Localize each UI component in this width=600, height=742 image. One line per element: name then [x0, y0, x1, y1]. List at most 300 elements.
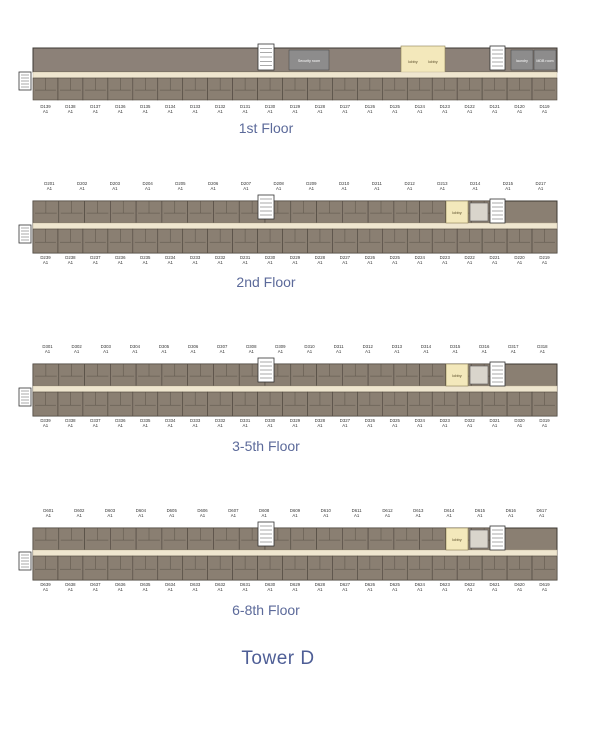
unit-code-label: D236	[115, 255, 126, 260]
lobby-label: lobby	[452, 373, 462, 378]
unit-type-label: A1	[467, 423, 473, 428]
unit-code-label: D226	[364, 255, 375, 260]
staircase	[19, 72, 31, 90]
corridor	[33, 550, 557, 556]
unit-code-label: D613	[413, 508, 424, 513]
unit-code-label: D234	[165, 255, 176, 260]
unit-code-label: D327	[339, 418, 351, 423]
unit-type-label: A1	[142, 109, 148, 114]
lobby-label: lobby	[452, 537, 462, 542]
unit-type-label: A1	[392, 260, 398, 265]
unit-type-label: A1	[217, 423, 223, 428]
unit-code-label: D630	[264, 582, 276, 587]
unit-type-label: A1	[292, 587, 298, 592]
unit-type-label: A1	[74, 349, 80, 354]
unit-code-label: D322	[464, 418, 475, 423]
unit-type-label: A1	[442, 587, 448, 592]
unit-type-label: A1	[267, 260, 273, 265]
unit-type-label: A1	[336, 349, 342, 354]
unit-type-label: A1	[167, 587, 173, 592]
unit-code-label: D126	[364, 104, 375, 109]
unit-code-label: D220	[514, 255, 525, 260]
unit-code-label: D125	[389, 104, 400, 109]
unit-type-label: A1	[230, 513, 236, 518]
staircase	[490, 526, 505, 550]
mdb-label: MDB room	[536, 59, 554, 63]
unit-type-label: A1	[508, 513, 514, 518]
unit-code-label: D312	[362, 344, 373, 349]
unit-type-label: A1	[367, 109, 373, 114]
unit-type-label: A1	[132, 349, 138, 354]
unit-type-label: A1	[292, 423, 298, 428]
unit-type-label: A1	[267, 587, 273, 592]
unit-type-label: A1	[452, 349, 458, 354]
floor-label-4: 6-8th Floor	[232, 602, 300, 618]
unit-code-label: D138	[65, 104, 76, 109]
floor-panel-4	[0, 482, 600, 627]
unit-type-label: A1	[541, 587, 548, 592]
unit-code-label: D202	[76, 181, 88, 186]
unit-type-label: A1	[103, 349, 109, 354]
unit-code-label: D606	[197, 508, 208, 513]
unit-code-label: D316	[479, 344, 490, 349]
unit-code-label: D124	[414, 104, 425, 109]
unit-type-label: A1	[67, 423, 74, 428]
unit-type-label: A1	[392, 109, 398, 114]
unit-type-label: A1	[392, 587, 398, 592]
unit-type-label: A1	[219, 349, 225, 354]
unit-type-label: A1	[161, 349, 167, 354]
unit-code-label: D233	[190, 255, 201, 260]
unit-type-label: A1	[192, 260, 198, 265]
unit-type-label: A1	[491, 423, 498, 428]
unit-type-label: A1	[192, 587, 198, 592]
unit-code-label: D617	[536, 508, 547, 513]
unit-code-label: D623	[439, 582, 450, 587]
unit-type-label: A1	[541, 260, 548, 265]
lobby-label: lobby	[408, 59, 418, 64]
unit-type-label: A1	[442, 260, 448, 265]
unit-code-label: D329	[289, 418, 301, 423]
unit-code-label: D616	[505, 508, 516, 513]
lobby-label: lobby	[452, 210, 462, 215]
unit-type-label: A1	[541, 423, 548, 428]
unit-type-label: A1	[392, 423, 398, 428]
unit-type-label: A1	[323, 513, 329, 518]
laundry-label: laundry	[516, 59, 528, 63]
unit-code-label: D130	[264, 104, 276, 109]
unit-code-label: D123	[439, 104, 450, 109]
unit-code-label: D321	[489, 418, 500, 423]
floor-panel-2	[0, 155, 600, 300]
unit-code-label: D328	[314, 418, 326, 423]
unit-code-label: D336	[115, 418, 126, 423]
unit-code-label: D334	[165, 418, 176, 423]
unit-code-label: D206	[207, 181, 219, 186]
unit-type-label: A1	[384, 513, 391, 518]
unit-row	[33, 556, 557, 580]
unit-code-label: D121	[489, 104, 500, 109]
unit-type-label: A1	[439, 186, 446, 191]
unit-code-label: D622	[464, 582, 475, 587]
unit-type-label: A1	[467, 109, 473, 114]
unit-code-label: D604	[135, 508, 147, 513]
unit-code-label: D305	[158, 344, 170, 349]
unit-type-label: A1	[516, 587, 523, 592]
unit-code-label: D601	[43, 508, 54, 513]
corridor	[33, 386, 557, 392]
unit-code-label: D203	[109, 181, 121, 186]
unit-code-label: D333	[190, 418, 201, 423]
unit-type-label: A1	[167, 260, 173, 265]
unit-type-label: A1	[167, 423, 173, 428]
unit-code-label: D230	[264, 255, 276, 260]
unit-type-label: A1	[292, 513, 298, 518]
lift-block	[470, 203, 488, 221]
unit-code-label: D221	[489, 255, 500, 260]
unit-code-label: D303	[100, 344, 111, 349]
unit-type-label: A1	[467, 260, 473, 265]
unit-code-label: D219	[539, 255, 550, 260]
unit-type-label: A1	[79, 186, 85, 191]
unit-code-label: D637	[90, 582, 101, 587]
unit-code-label: D621	[489, 582, 500, 587]
unit-type-label: A1	[365, 349, 371, 354]
unit-row	[33, 392, 557, 416]
unit-type-label: A1	[42, 109, 49, 114]
unit-type-label: A1	[491, 109, 498, 114]
staircase	[258, 195, 274, 219]
unit-type-label: A1	[117, 109, 123, 114]
unit-code-label: D131	[239, 104, 251, 109]
unit-code-label: D332	[215, 418, 226, 423]
unit-code-label: D320	[514, 418, 525, 423]
unit-type-label: A1	[505, 186, 511, 191]
unit-type-label: A1	[277, 349, 284, 354]
unit-code-label: D619	[539, 582, 550, 587]
unit-type-label: A1	[243, 186, 249, 191]
unit-type-label: A1	[374, 186, 380, 191]
unit-type-label: A1	[491, 587, 498, 592]
unit-type-label: A1	[481, 349, 487, 354]
floor-panel-1	[0, 0, 600, 145]
staircase	[19, 388, 31, 406]
unit-code-label: D632	[215, 582, 226, 587]
unit-code-label: D119	[539, 104, 550, 109]
unit-type-label: A1	[541, 109, 548, 114]
unit-code-label: D309	[275, 344, 286, 349]
unit-type-label: A1	[538, 513, 545, 518]
floor-label-2: 2nd Floor	[236, 274, 296, 290]
unit-code-label: D628	[314, 582, 326, 587]
unit-code-label: D636	[115, 582, 126, 587]
staircase	[490, 199, 505, 223]
unit-code-label: D319	[539, 418, 550, 423]
unit-type-label: A1	[342, 587, 348, 592]
unit-code-label: D127	[339, 104, 351, 109]
unit-code-label: D639	[40, 582, 51, 587]
unit-type-label: A1	[341, 186, 347, 191]
lift-block	[470, 530, 488, 548]
unit-type-label: A1	[42, 587, 49, 592]
floor-panel-3	[0, 318, 600, 463]
unit-code-label: D620	[514, 582, 525, 587]
unit-type-label: A1	[177, 186, 184, 191]
unit-type-label: A1	[292, 109, 298, 114]
unit-code-label: D608	[259, 508, 270, 513]
unit-type-label: A1	[242, 260, 248, 265]
unit-type-label: A1	[210, 186, 216, 191]
unit-type-label: A1	[167, 109, 173, 114]
unit-code-label: D209	[306, 181, 317, 186]
unit-code-label: D128	[314, 104, 326, 109]
unit-type-label: A1	[417, 423, 423, 428]
unit-type-label: A1	[423, 349, 429, 354]
unit-type-label: A1	[472, 186, 478, 191]
unit-type-label: A1	[317, 109, 323, 114]
unit-code-label: D211	[371, 181, 382, 186]
unit-code-label: D301	[42, 344, 53, 349]
staircase	[490, 46, 505, 70]
unit-code-label: D317	[508, 344, 519, 349]
tower-title: Tower D	[241, 648, 315, 669]
unit-type-label: A1	[199, 513, 206, 518]
unit-code-label: D633	[190, 582, 201, 587]
unit-type-label: A1	[138, 513, 144, 518]
unit-code-label: D235	[140, 255, 151, 260]
unit-code-label: D609	[289, 508, 301, 513]
unit-code-label: D238	[65, 255, 76, 260]
unit-type-label: A1	[317, 260, 323, 265]
unit-type-label: A1	[217, 109, 223, 114]
unit-code-label: D314	[420, 344, 432, 349]
unit-code-label: D136	[115, 104, 126, 109]
unit-type-label: A1	[92, 423, 99, 428]
unit-type-label: A1	[367, 260, 373, 265]
unit-type-label: A1	[275, 186, 282, 191]
unit-type-label: A1	[446, 513, 452, 518]
unit-code-label: D129	[289, 104, 301, 109]
lift-block	[470, 366, 488, 384]
unit-code-label: D208	[273, 181, 284, 186]
unit-type-label: A1	[67, 109, 74, 114]
unit-type-label: A1	[76, 513, 82, 518]
unit-code-label: D614	[443, 508, 455, 513]
unit-code-label: D207	[240, 181, 252, 186]
unit-code-label: D306	[187, 344, 199, 349]
floor-label-3: 3-5th Floor	[232, 438, 300, 454]
unit-type-label: A1	[92, 587, 99, 592]
security-room-label: Security room	[297, 59, 321, 63]
unit-code-label: D315	[449, 344, 461, 349]
unit-code-label: D331	[239, 418, 251, 423]
unit-code-label: D302	[71, 344, 82, 349]
staircase	[19, 552, 31, 570]
unit-type-label: A1	[92, 260, 99, 265]
unit-type-label: A1	[477, 513, 483, 518]
unit-type-label: A1	[267, 423, 273, 428]
unit-code-label: D607	[228, 508, 239, 513]
unit-type-label: A1	[442, 109, 448, 114]
unit-code-label: D612	[382, 508, 393, 513]
unit-code-label: D638	[65, 582, 76, 587]
unit-code-label: D635	[140, 582, 151, 587]
unit-type-label: A1	[306, 349, 313, 354]
unit-type-label: A1	[117, 423, 123, 428]
unit-type-label: A1	[510, 349, 516, 354]
unit-type-label: A1	[67, 260, 74, 265]
unit-code-label: D239	[40, 255, 51, 260]
unit-type-label: A1	[142, 587, 148, 592]
unit-code-label: D602	[74, 508, 85, 513]
unit-type-label: A1	[417, 587, 423, 592]
unit-code-label: D139	[40, 104, 51, 109]
unit-code-label: D214	[469, 181, 481, 186]
unit-code-label: D222	[464, 255, 475, 260]
unit-type-label: A1	[169, 513, 175, 518]
unit-type-label: A1	[112, 186, 118, 191]
unit-code-label: D135	[140, 104, 151, 109]
staircase	[258, 44, 274, 70]
unit-type-label: A1	[192, 423, 198, 428]
unit-type-label: A1	[367, 423, 373, 428]
unit-type-label: A1	[92, 109, 99, 114]
unit-code-label: D611	[351, 508, 362, 513]
unit-code-label: D134	[165, 104, 176, 109]
unit-code-label: D224	[414, 255, 425, 260]
unit-type-label: A1	[45, 513, 52, 518]
unit-code-label: D313	[391, 344, 403, 349]
unit-code-label: D133	[190, 104, 201, 109]
unit-code-label: D627	[339, 582, 351, 587]
unit-type-label: A1	[354, 513, 360, 518]
unit-type-label: A1	[516, 109, 523, 114]
unit-type-label: A1	[267, 109, 273, 114]
staircase	[490, 362, 505, 386]
unit-type-label: A1	[144, 186, 151, 191]
unit-row	[33, 78, 557, 100]
staircase	[19, 225, 31, 243]
unit-type-label: A1	[467, 587, 473, 592]
unit-code-label: D330	[264, 418, 276, 423]
unit-type-label: A1	[67, 587, 74, 592]
corridor	[33, 223, 557, 229]
unit-code-label: D626	[364, 582, 375, 587]
unit-code-label: D605	[166, 508, 177, 513]
floor-label-1: 1st Floor	[238, 120, 294, 136]
unit-code-label: D205	[175, 181, 186, 186]
unit-code-label: D217	[535, 181, 546, 186]
unit-code-label: D337	[90, 418, 101, 423]
unit-type-label: A1	[394, 349, 400, 354]
unit-code-label: D137	[90, 104, 101, 109]
unit-type-label: A1	[192, 109, 198, 114]
unit-type-label: A1	[42, 423, 49, 428]
corridor	[33, 72, 557, 78]
unit-code-label: D215	[502, 181, 514, 186]
unit-type-label: A1	[117, 260, 123, 265]
unit-type-label: A1	[117, 587, 123, 592]
unit-type-label: A1	[415, 513, 421, 518]
unit-code-label: D213	[437, 181, 448, 186]
unit-code-label: D223	[439, 255, 450, 260]
unit-type-label: A1	[217, 587, 223, 592]
unit-type-label: A1	[308, 186, 315, 191]
unit-type-label: A1	[46, 186, 53, 191]
unit-code-label: D634	[165, 582, 176, 587]
unit-code-label: D120	[514, 104, 525, 109]
staircase	[258, 522, 274, 546]
unit-code-label: D631	[239, 582, 251, 587]
unit-code-label: D210	[338, 181, 350, 186]
unit-type-label: A1	[417, 260, 423, 265]
unit-type-label: A1	[317, 587, 323, 592]
unit-code-label: D338	[65, 418, 76, 423]
unit-type-label: A1	[292, 260, 298, 265]
unit-code-label: D625	[389, 582, 400, 587]
unit-type-label: A1	[142, 423, 148, 428]
unit-code-label: D122	[464, 104, 475, 109]
unit-type-label: A1	[317, 423, 323, 428]
unit-type-label: A1	[491, 260, 498, 265]
unit-code-label: D335	[140, 418, 151, 423]
staircase	[258, 358, 274, 382]
unit-type-label: A1	[42, 260, 49, 265]
unit-type-label: A1	[537, 186, 544, 191]
unit-code-label: D212	[404, 181, 415, 186]
unit-type-label: A1	[44, 349, 51, 354]
unit-code-label: D229	[289, 255, 301, 260]
unit-code-label: D323	[439, 418, 450, 423]
unit-code-label: D615	[474, 508, 486, 513]
unit-code-label: D232	[215, 255, 226, 260]
unit-code-label: D624	[414, 582, 425, 587]
unit-code-label: D311	[333, 344, 344, 349]
unit-code-label: D324	[414, 418, 425, 423]
unit-code-label: D204	[142, 181, 153, 186]
unit-type-label: A1	[516, 423, 523, 428]
unit-code-label: D326	[364, 418, 375, 423]
unit-code-label: D308	[246, 344, 257, 349]
unit-code-label: D307	[217, 344, 228, 349]
lobby-label: lobby	[428, 59, 438, 64]
unit-type-label: A1	[248, 349, 254, 354]
unit-code-label: D231	[239, 255, 251, 260]
unit-type-label: A1	[242, 587, 248, 592]
unit-code-label: D310	[304, 344, 315, 349]
unit-code-label: D228	[314, 255, 326, 260]
unit-code-label: D318	[537, 344, 548, 349]
unit-type-label: A1	[342, 109, 348, 114]
unit-type-label: A1	[406, 186, 413, 191]
unit-code-label: D201	[44, 181, 55, 186]
unit-type-label: A1	[217, 260, 223, 265]
unit-code-label: D132	[215, 104, 226, 109]
unit-type-label: A1	[417, 109, 423, 114]
unit-type-label: A1	[107, 513, 113, 518]
unit-type-label: A1	[242, 109, 248, 114]
unit-code-label: D629	[289, 582, 301, 587]
unit-type-label: A1	[242, 423, 248, 428]
unit-code-label: D603	[104, 508, 116, 513]
unit-code-label: D610	[320, 508, 331, 513]
unit-code-label: D339	[40, 418, 51, 423]
unit-type-label: A1	[190, 349, 196, 354]
unit-type-label: A1	[342, 260, 348, 265]
unit-type-label: A1	[367, 587, 373, 592]
unit-code-label: D325	[389, 418, 400, 423]
unit-type-label: A1	[342, 423, 348, 428]
